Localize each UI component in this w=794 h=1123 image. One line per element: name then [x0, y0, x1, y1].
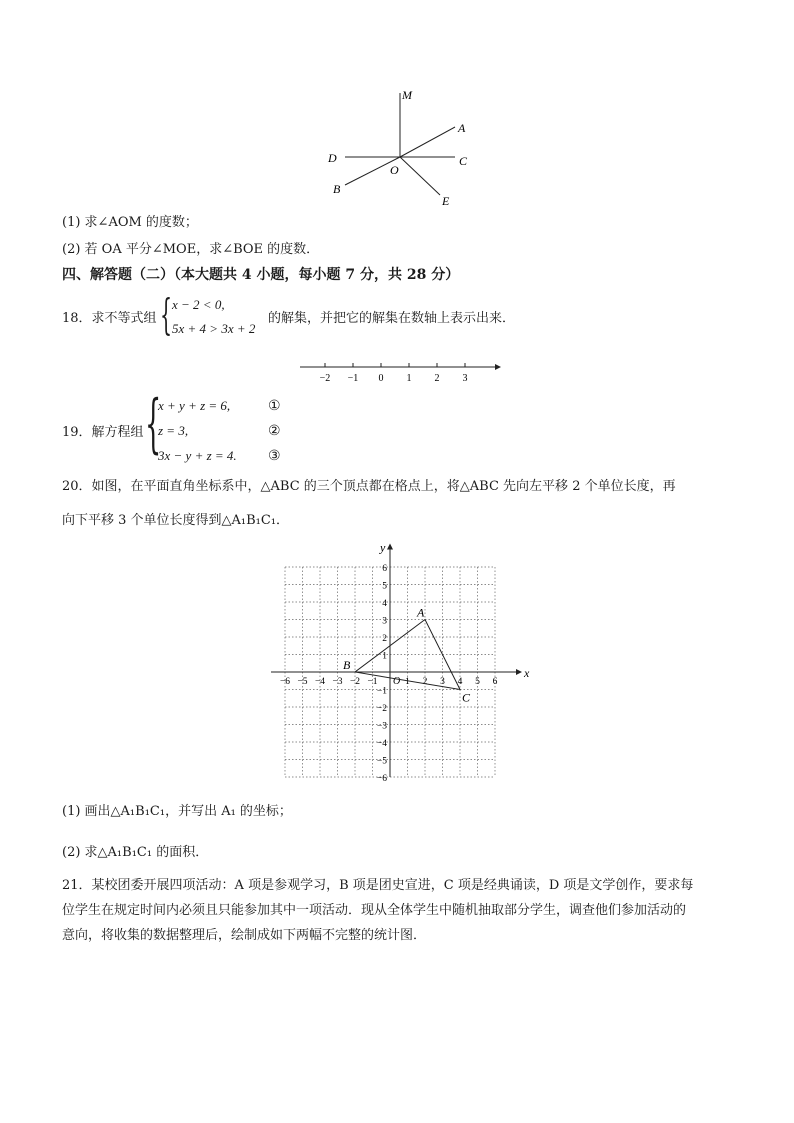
label-D: D	[328, 151, 337, 165]
y-tick-label: −2	[376, 704, 387, 714]
coordinate-grid	[270, 540, 530, 790]
x-tick-label: 2	[422, 677, 428, 687]
y-axis-arrow	[387, 544, 393, 550]
section-heading: 四、解答题（二）（本大题共 4 小题，每小题 7 分，共 28 分）	[62, 267, 460, 283]
label-A: A	[458, 121, 466, 135]
y-tick-label: 3	[382, 616, 387, 627]
ray-OA	[400, 127, 455, 157]
q20-part1: (1) 画出△A₁B₁C₁，并写出 A₁ 的坐标；	[62, 804, 292, 819]
point-C-label: C	[462, 690, 471, 705]
x-tick-label: 1	[405, 677, 410, 687]
q20-line1: 20．如图，在平面直角坐标系中，△ABC 的三个顶点都在格点上，将△ABC 先向左平移 2 个单位长度，再	[62, 479, 676, 494]
x-tick-label: −1	[367, 677, 378, 687]
x-tick-label: 6	[492, 677, 498, 687]
label-E: E	[442, 194, 450, 208]
q19-prefix: 19．解方程组	[62, 425, 144, 440]
x-tick-label: −4	[314, 677, 326, 687]
label-O: O	[390, 163, 399, 177]
point-B-label: B	[343, 658, 351, 672]
q18-ineq1: x − 2 < 0,	[172, 297, 225, 312]
q19-mark1: ①	[268, 398, 281, 414]
label-C: C	[459, 154, 468, 168]
q21-line1: 21．某校团委开展四项活动：A 项是参观学习，B 项是团史宣进，C 项是经典诵读，D 项是文学创作，要求每	[62, 878, 694, 893]
number-line-tick-label: −1	[347, 373, 359, 384]
q18-ineq2: 5x + 4 > 3x + 2	[172, 321, 256, 336]
number-line	[295, 355, 505, 385]
y-tick-label: 5	[382, 581, 387, 592]
q17-part1: (1) 求∠AOM 的度数；	[62, 215, 198, 230]
number-line-tick-label: 1	[406, 373, 412, 384]
number-line-tick-label: 2	[434, 373, 440, 384]
number-line-tick-label: 0	[378, 373, 384, 384]
q18-brace: {	[160, 290, 173, 339]
y-tick-label: 2	[382, 634, 387, 644]
x-tick-label: −3	[332, 677, 343, 687]
y-tick-label: −3	[376, 721, 387, 732]
number-line-tick-label: 3	[462, 373, 468, 384]
y-tick-label: −5	[376, 756, 387, 767]
x-tick-label: 4	[457, 677, 463, 687]
ray-OE	[400, 157, 440, 195]
q21-line2: 位学生在规定时间内必须且只能参加其中一项活动．现从全体学生中随机抽取部分学生，调查他们参加活动的	[62, 903, 687, 918]
x-tick-label: 5	[475, 677, 480, 687]
y-tick-label: 6	[382, 564, 387, 574]
q17-part2: (2) 若 OA 平分∠MOE，求∠BOE 的度数．	[62, 242, 320, 257]
q18-prefix: 18．求不等式组	[62, 311, 157, 326]
q19-brace: {	[145, 387, 162, 461]
point-A-label: A	[417, 605, 425, 620]
y-tick-label: 1	[382, 651, 387, 662]
x-tick-label: −5	[297, 677, 308, 687]
y-tick-label: −4	[376, 739, 387, 749]
q19-mark2: ②	[268, 423, 281, 439]
label-M: M	[402, 88, 412, 102]
q19-eq2: z = 3,	[158, 423, 189, 438]
q21-line3: 意向，将收集的数据整理后，绘制成如下两幅不完整的统计图．	[62, 928, 427, 943]
y-tick-label: −1	[376, 686, 387, 697]
q19-eq1: x + y + z = 6,	[158, 398, 231, 413]
q18-suffix: 的解集，并把它的解集在数轴上表示出来．	[268, 311, 516, 326]
q19-eq3: 3x − y + z = 4.	[158, 448, 237, 463]
x-tick-label: −6	[279, 677, 291, 687]
x-axis-label: x	[524, 666, 530, 680]
q19-mark3: ③	[268, 448, 281, 464]
y-axis-label: y	[380, 540, 386, 555]
y-tick-label: −6	[376, 774, 387, 784]
label-B: B	[333, 182, 341, 196]
x-axis-arrow	[516, 669, 522, 675]
x-tick-label: −2	[349, 677, 361, 687]
y-tick-label: 4	[382, 599, 387, 609]
q20-line2: 向下平移 3 个单位长度得到△A₁B₁C₁．	[62, 513, 290, 528]
number-line-tick-label: −2	[319, 373, 331, 384]
angle-figure	[320, 85, 480, 210]
origin-label: O	[393, 676, 401, 687]
q20-part2: (2) 求△A₁B₁C₁ 的面积．	[62, 845, 209, 860]
x-tick-label: 3	[440, 677, 445, 687]
number-line-arrow	[495, 364, 501, 370]
